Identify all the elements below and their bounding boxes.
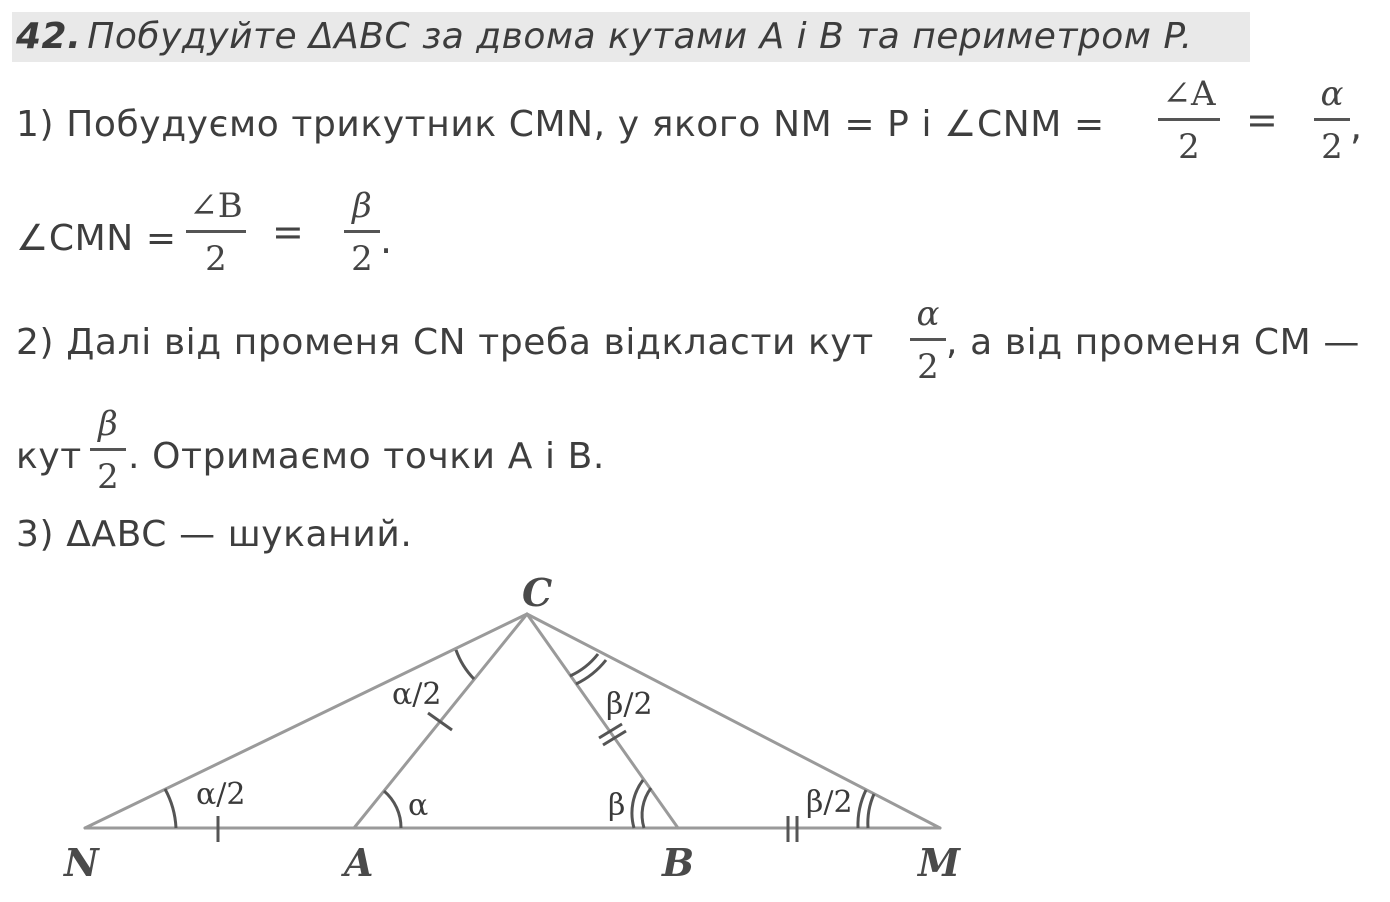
angle-label-beta-half-top: β/2 [606,687,653,722]
angle-arc-c-left [456,650,474,679]
angle-arc-m-2 [868,794,874,828]
point-c-label: C [522,570,553,615]
fraction-denominator: 2 [205,239,227,279]
angle-arc-a [384,791,401,828]
angle-arc-m-1 [858,790,866,828]
step1-line1: 1) Побудуємо трикутник CMN, у якого NM = P і ∠CNM = [16,104,1105,145]
step2-line2-start: кут [16,436,82,477]
fraction-denominator: 2 [1178,127,1200,167]
fraction-denominator: 2 [1321,127,1343,167]
tick-ca [428,713,452,730]
step3-line: 3) ΔABC — шуканий. [16,514,413,555]
point-n-label: N [64,840,99,885]
angle-label-beta: β [608,788,626,823]
point-b-label: B [662,840,695,885]
segment-cb [527,614,678,828]
fraction-numerator: β [98,404,118,444]
fraction-numerator: ∠B [189,186,243,226]
problem-statement: Побудуйте ΔABC за двома кутами A і B та периметром P. [87,16,1193,57]
point-m-label: M [918,840,961,885]
fraction-denominator: 2 [97,457,119,497]
step1-line2: ∠CMN = [16,218,177,259]
angle-label-alpha-half-top: α/2 [392,677,442,712]
segment-cm [527,614,940,828]
fraction-denominator: 2 [917,347,939,387]
equals-sign: = [272,210,304,254]
comma: , [1350,104,1363,148]
equals-sign: = [1246,98,1278,142]
step2-line2-rest: . Отримаємо точки A і B. [128,436,605,477]
period: . [380,218,393,262]
fraction-numerator: ∠A [1162,74,1216,114]
fraction-numerator: β [352,186,372,226]
problem-number: 42. [16,16,82,57]
angle-arc-n [165,789,176,828]
fraction-numerator: α [1320,74,1344,114]
step2-line1: 2) Далі від променя CN треба відкласти кут [16,322,874,363]
angle-arc-b-2 [642,788,651,828]
fraction-denominator: 2 [351,239,373,279]
angle-label-alpha: α [408,788,429,823]
angle-label-beta-half-bottom: β/2 [806,785,853,820]
step2-line1-rest: , а від променя CM — [946,322,1360,363]
fraction-numerator: α [916,294,940,334]
point-a-label: A [344,840,374,885]
angle-label-alpha-half-bottom: α/2 [196,777,246,812]
segment-nc [85,614,527,828]
